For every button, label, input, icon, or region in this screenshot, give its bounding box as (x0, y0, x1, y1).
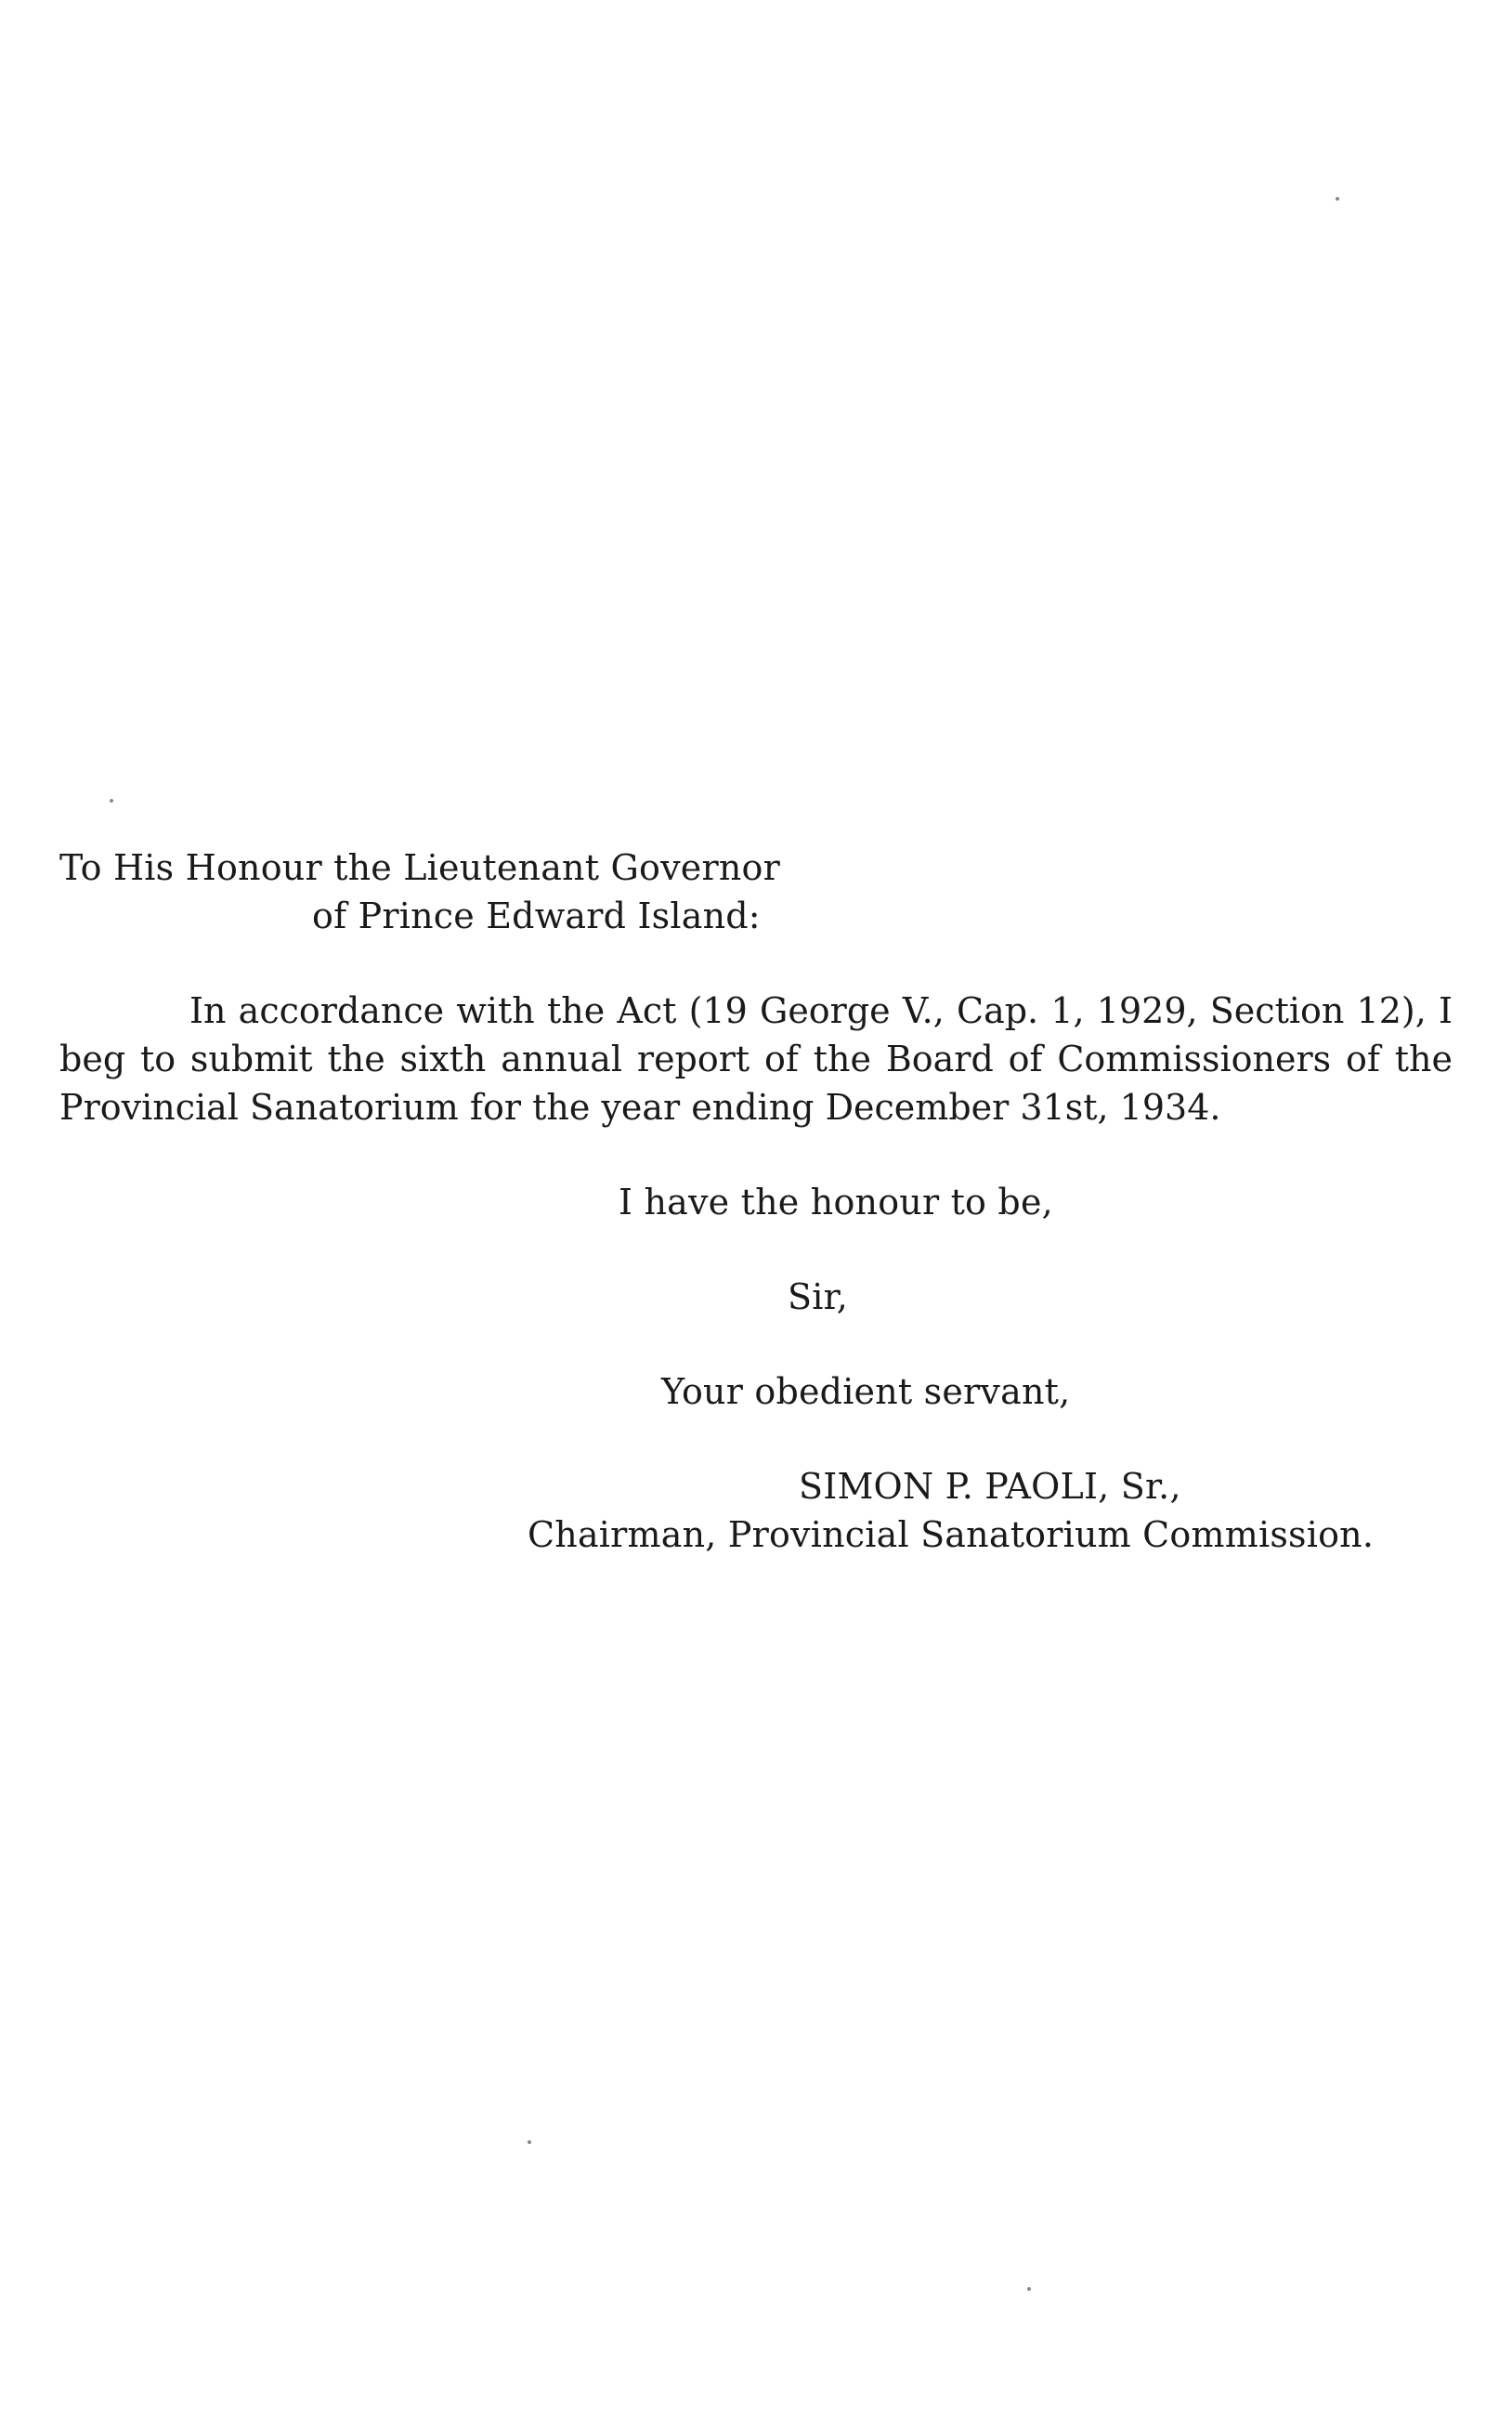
paper-speck (1336, 197, 1339, 201)
paper-speck (1027, 2287, 1031, 2291)
addressee-line-2: of Prince Edward Island: (312, 896, 761, 936)
addressee-line-1: To His Honour the Lieutenant Governor (59, 847, 780, 888)
paper-speck (110, 799, 113, 803)
closing-line-1: I have the honour to be, (619, 1182, 1053, 1223)
letter-body (59, 987, 1453, 1131)
closing-salutation: Sir, (788, 1276, 849, 1317)
letter-body-text: In accordance with the Act (19 George V., Cap. 1, 1929, Section 12), I beg to submit the sixth annual report of the Board of Commissioners of the Provincial Sanatorium for the year ending December 31st, 1934. (59, 990, 1453, 1128)
signature-title: Chairman, Provincial Sanatorium Commission. (528, 1514, 1375, 1555)
signature-name: SIMON P. PAOLI, Sr., (799, 1466, 1181, 1507)
closing-line-3: Your obedient servant, (661, 1371, 1071, 1412)
paper-speck (528, 2140, 531, 2144)
